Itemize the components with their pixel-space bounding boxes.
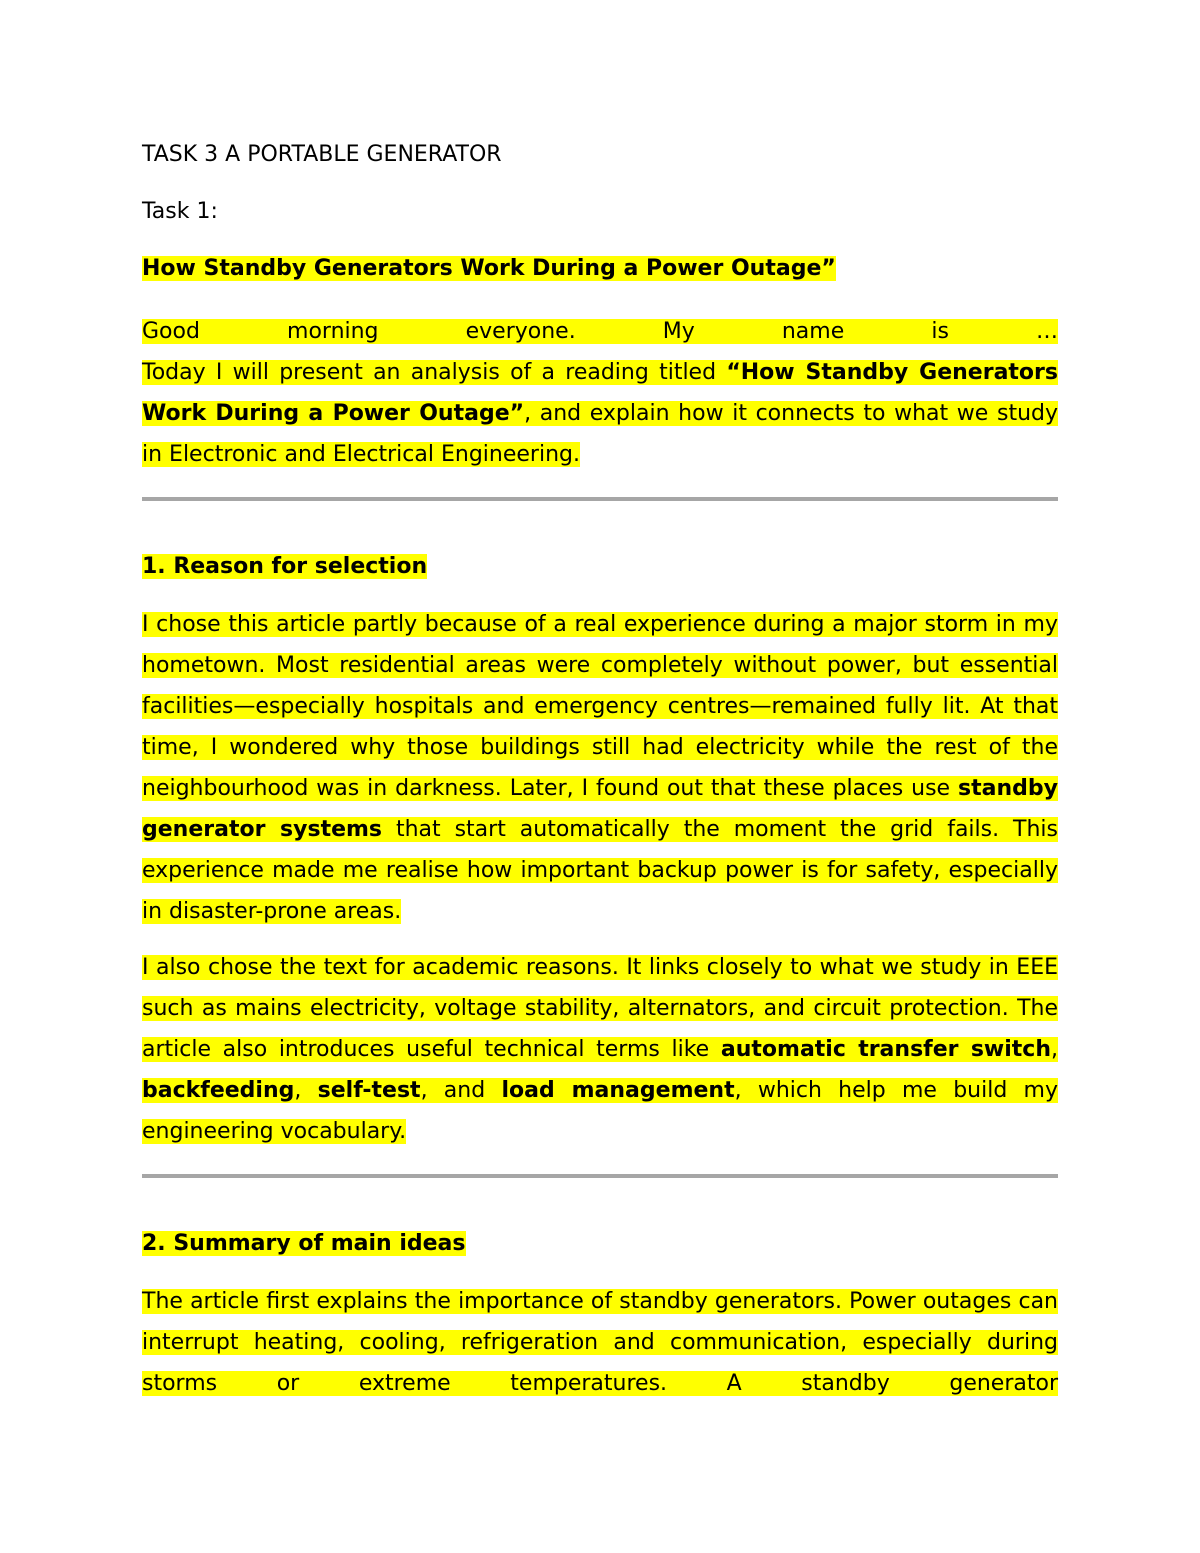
reason-p1-text-2: that start automatically the moment the grid fails. This experience made me realise how important backup power is for safety, especially in disaster-prone areas.	[142, 817, 1059, 924]
reason-p2-text-2: ,	[1051, 1037, 1058, 1062]
intro-line-1	[142, 311, 1058, 352]
term-automatic-transfer-switch: automatic transfer switch	[720, 1037, 1051, 1062]
summary-paragraph-1	[142, 1281, 1058, 1404]
document-body	[142, 140, 1058, 1404]
term-self-test: self-test	[317, 1078, 421, 1103]
reason-paragraph-2	[142, 947, 1058, 1152]
reason-p1-text-1: I chose this article partly because of a real experience during a major storm in my hometown. Most residential areas were completely without power, but essential facilities—especially hospitals and emergency centres—remained fully lit. At that time, I wondered why those buildings still had electricity while the rest of the neighbourhood was in darkness. Later, I found out that these places use	[142, 612, 1058, 801]
reason-p2-text-5: , which help me build my engineering vocabulary.	[142, 1078, 1058, 1144]
intro-quoted-title: “How Standby Generators Work During a Power Outage”	[142, 360, 1058, 426]
reason-p2-text-4: , and	[420, 1078, 502, 1103]
intro-text-1: Today I will present an analysis of a reading titled	[142, 360, 727, 385]
reading-title-text: How Standby Generators Work During a Power Outage”	[142, 256, 836, 281]
document-title: TASK 3 A PORTABLE GENERATOR	[142, 142, 502, 167]
reason-p2-text-1: I also chose the text for academic reasons. It links closely to what we study in EEE such as mains electricity, voltage stability, alternators, and circuit protection. The article also introduces useful technical terms like	[142, 955, 1058, 1062]
reason-p1-bold-1: standby generator systems	[142, 776, 1058, 842]
summary-p1-text: The article first explains the importance of standby generators. Power outages can interrupt heating, cooling, refrigeration and communication, especially during storms or extreme temperatures. A standby generator	[142, 1289, 1058, 1396]
term-backfeeding: backfeeding	[142, 1078, 295, 1103]
reading-title	[142, 254, 1058, 284]
section2-heading-text: 2. Summary of main ideas	[142, 1231, 466, 1256]
intro-line1-text: Good morning everyone. My name is …	[142, 319, 1058, 344]
section-heading-summary	[142, 1229, 1058, 1259]
intro-text-2: , and explain how it connects to what we study in Electronic and Electrical Engineering.	[142, 401, 1058, 467]
reason-paragraph-1	[142, 604, 1058, 932]
intro-paragraph	[142, 352, 1058, 475]
reason-p2-text-3: ,	[294, 1078, 318, 1103]
term-load-management: load management	[501, 1078, 735, 1103]
section1-heading-text: 1. Reason for selection	[142, 554, 428, 579]
task-label: Task 1:	[142, 199, 218, 224]
section-heading-reason	[142, 552, 1058, 582]
